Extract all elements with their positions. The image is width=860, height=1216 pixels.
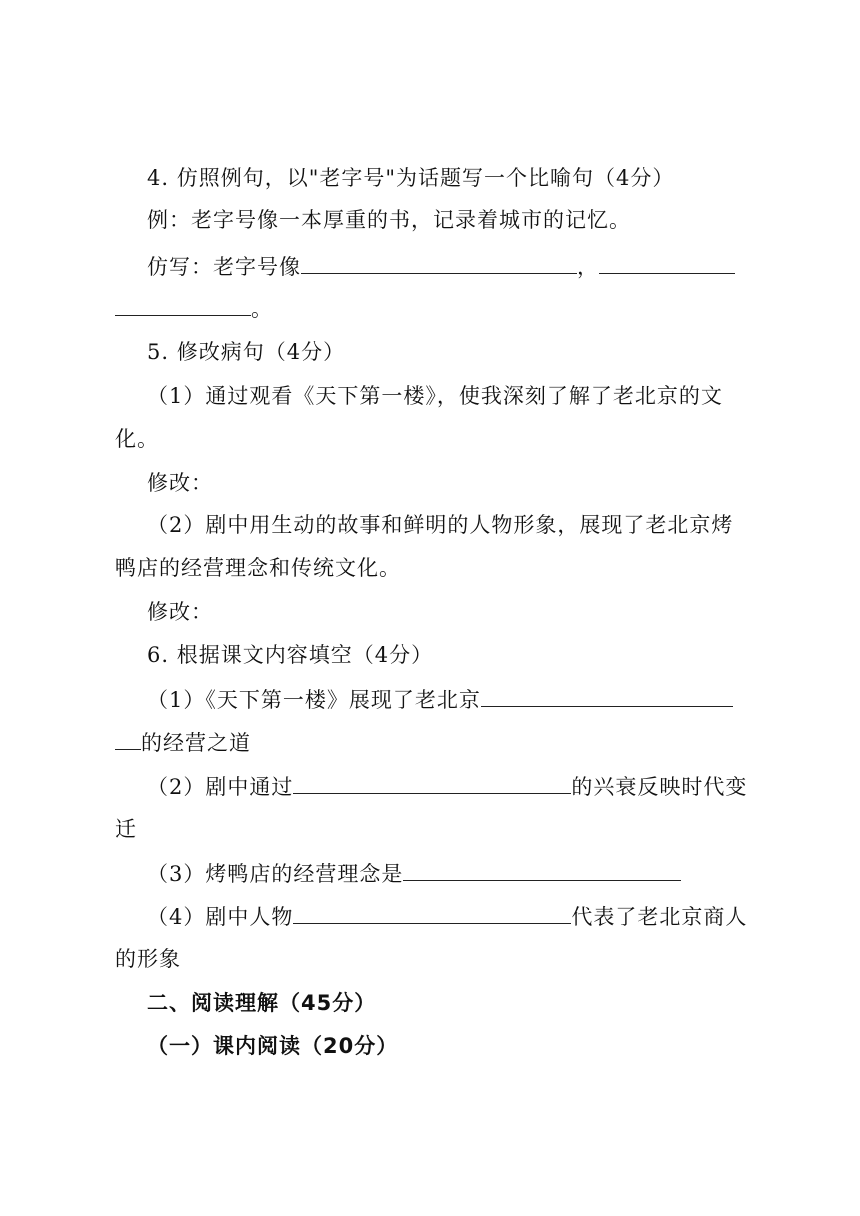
section2-sub1: （一）课内阅读（20分） (147, 1034, 399, 1058)
q6-item3-line (147, 858, 755, 889)
q6-item2-line2: 迁 (115, 817, 137, 841)
q6-item4-line2: 的形象 (115, 947, 181, 971)
q5-revise1: 修改： (147, 471, 213, 495)
q6-item4-suffix: 代表了老北京商人 (571, 905, 748, 929)
q6-blank-3[interactable] (403, 858, 681, 881)
q4-example: 例：老字号像一本厚重的书，记录着城市的记忆。 (147, 208, 631, 232)
q6-title: 6. 根据课文内容填空（4分） (147, 643, 434, 667)
q6-blank-1a[interactable] (481, 684, 733, 707)
q6-item1-prefix: （1）《天下第一楼》展现了老北京 (147, 688, 481, 712)
q6-item4-line1 (147, 901, 755, 932)
q6-item2-line1 (147, 771, 755, 802)
q6-item1-line2 (115, 727, 755, 758)
q6-item2-prefix: （2）剧中通过 (147, 775, 294, 799)
q5-title: 5. 修改病句（4分） (147, 340, 346, 364)
q4-title: 4. 仿照例句，以"老字号"为话题写一个比喻句（4分） (147, 166, 675, 190)
q4-comma: ， (577, 255, 599, 279)
q4-imitate-prefix: 仿写：老字号像 (147, 255, 301, 279)
q4-period: 。 (251, 297, 273, 321)
q5-revise2: 修改： (147, 600, 213, 624)
q6-item3-prefix: （3）烤鸭店的经营理念是 (147, 862, 404, 886)
q6-item2-suffix: 的兴衰反映时代变 (571, 775, 748, 799)
section2-title: 二、阅读理解（45分） (147, 991, 377, 1015)
q6-blank-4[interactable] (293, 901, 571, 924)
q6-item1-line1 (147, 684, 755, 715)
q4-blank-2[interactable] (599, 251, 735, 274)
q6-blank-1b[interactable] (115, 727, 141, 750)
q4-imitate-continue (115, 293, 755, 324)
q6-item4-prefix: （4）剧中人物 (147, 905, 294, 929)
q5-item1-line2: 化。 (115, 427, 159, 451)
q6-item1-suffix: 的经营之道 (141, 731, 251, 755)
q4-blank-1[interactable] (301, 251, 577, 274)
q6-blank-2[interactable] (293, 771, 571, 794)
q5-item2-line1: （2）剧中用生动的故事和鲜明的人物形象，展现了老北京烤 (147, 513, 734, 537)
q5-item1-line1: （1）通过观看《天下第一楼》，使我深刻了解了老北京的文 (147, 384, 723, 408)
q4-blank-3[interactable] (115, 293, 251, 316)
q4-imitate-line (147, 251, 755, 282)
q5-item2-line2: 鸭店的经营理念和传统文化。 (115, 556, 401, 580)
